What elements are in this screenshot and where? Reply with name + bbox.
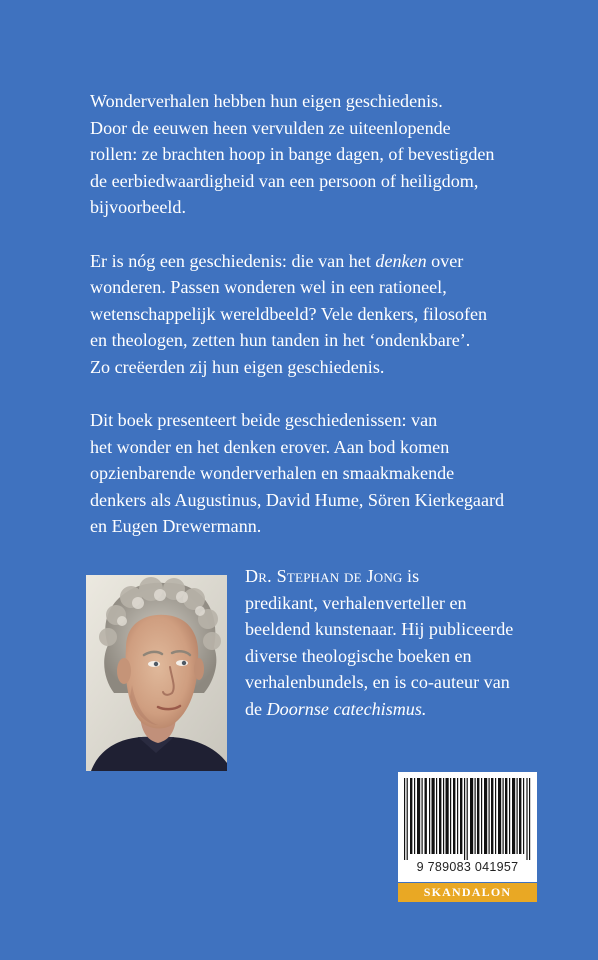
blurb-text: Er is nóg een geschiedenis: die van het	[90, 250, 371, 271]
blurb-line: Wonderverhalen hebben hun eigen geschiedenis.	[90, 91, 443, 111]
blurb-line: en Eugen Drewermann.	[90, 516, 262, 536]
isbn-number: 9 789083 041957	[416, 860, 519, 874]
blurb-paragraph-3	[90, 407, 540, 540]
author-bio-line	[245, 696, 565, 723]
blurb-text: over	[431, 250, 464, 271]
blurb-line: rollen: ze brachten hoop in bange dagen, of bevestigden	[90, 144, 495, 164]
book-title-reference: Doornse catechismus.	[266, 698, 427, 719]
barcode-bars-icon	[404, 778, 531, 860]
blurb-line: Dit boek presenteert beide geschiedenissen: van	[90, 410, 438, 430]
blurb-line: bijvoorbeeld.	[90, 197, 186, 217]
blurb-paragraph-1	[90, 88, 540, 221]
author-bio-line: predikant, verhalenverteller en	[245, 592, 467, 613]
author-photo	[86, 575, 227, 771]
back-cover-blurb	[90, 88, 540, 567]
blurb-line: Door de eeuwen heen vervulden ze uiteenlopende	[90, 117, 451, 138]
author-bio-line: diverse theologische boeken en	[245, 645, 472, 666]
author-portrait-illustration	[86, 575, 227, 771]
blurb-line: wetenschappelijk wereldbeeld? Vele denkers, filosofen	[90, 303, 488, 324]
author-bio	[245, 563, 565, 722]
blurb-line: denkers als Augustinus, David Hume, Sören Kierkegaard	[90, 489, 505, 510]
author-name: Dr. Stephan de Jong	[245, 566, 403, 586]
blurb-line: wonderen. Passen wonderen wel in een rationeel,	[90, 277, 447, 297]
blurb-line: de eerbiedwaardigheid van een persoon of heiligdom,	[90, 170, 479, 191]
author-bio-line: verhalenbundels, en is co-auteur van	[245, 672, 510, 692]
blurb-line: en theologen, zetten hun tanden in het ‘ondenkbare’.	[90, 330, 471, 350]
author-bio-line	[245, 563, 565, 590]
author-bio-text: de	[245, 698, 263, 719]
blurb-line: het wonder en het denken erover. Aan bod komen	[90, 436, 450, 457]
author-bio-line: beeldend kunstenaar. Hij publiceerde	[245, 619, 514, 639]
publisher-logo: SKANDALON	[398, 883, 537, 902]
blurb-paragraph-2	[90, 248, 540, 381]
blurb-line	[90, 248, 540, 275]
author-bio-text: is	[407, 566, 420, 586]
isbn-barcode	[398, 772, 537, 882]
blurb-line: Zo creëerden zij hun eigen geschiedenis.	[90, 356, 385, 377]
blurb-emphasis: denken	[375, 250, 427, 271]
blurb-line: opzienbarende wonderverhalen en smaakmakende	[90, 463, 455, 483]
